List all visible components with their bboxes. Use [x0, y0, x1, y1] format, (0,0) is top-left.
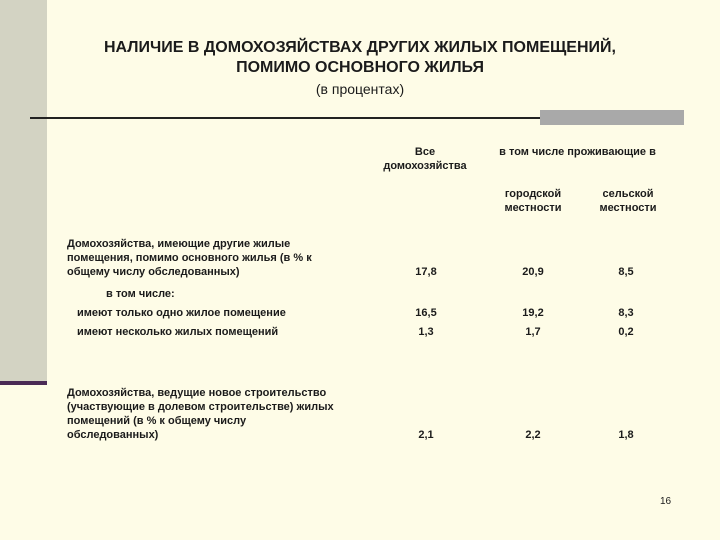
- row1-label-line2: помещения, помимо основного жилья (в % к: [67, 252, 312, 264]
- row-households-new-construction-label: [67, 386, 334, 442]
- in-that-label: в том числе:: [106, 288, 175, 300]
- row1-value-urban: 20,9: [522, 266, 544, 278]
- row4-label-line2: (участвующие в долевом строительстве) жилых: [67, 401, 334, 413]
- row2-label: имеют только одно жилое помещение: [77, 307, 286, 319]
- col-header-all-line2: домохозяйства: [383, 160, 467, 172]
- row-households-other-housing-label: [67, 237, 312, 279]
- col-header-all-line1: Все: [414, 146, 436, 158]
- page-number: 16: [660, 496, 672, 507]
- row1-value-all: 17,8: [415, 266, 437, 278]
- side-decor-bar: [0, 0, 47, 382]
- title-line-1: НАЛИЧИЕ В ДОМОХОЗЯЙСТВАХ ДРУГИХ ЖИЛЫХ ПОМЕЩЕНИЙ,: [104, 39, 616, 56]
- col-header-urban-line1: городской: [504, 188, 562, 200]
- row2-value-rural: 8,3: [618, 307, 634, 319]
- col-header-urban: [493, 187, 573, 215]
- col-header-rural-line1: сельской: [602, 188, 654, 200]
- row4-label-line3: помещений (в % к общему числу: [67, 415, 247, 427]
- side-decor-line: [0, 381, 47, 385]
- divider-accent-box: [540, 110, 684, 125]
- title-units: (в процентах): [315, 81, 405, 97]
- row1-value-rural: 8,5: [618, 266, 634, 278]
- row4-label-line1: Домохозяйства, ведущие новое строительство: [67, 387, 327, 399]
- page-title: [60, 38, 660, 78]
- row1-label-line3: общему числу обследованных): [67, 266, 240, 278]
- col-header-rural-line2: местности: [599, 202, 657, 214]
- row1-label-line1: Домохозяйства, имеющие другие жилые: [67, 238, 291, 250]
- row2-value-urban: 19,2: [522, 307, 544, 319]
- row4-label-line4: обследованных): [67, 429, 159, 441]
- col-header-all: [375, 145, 475, 173]
- title-line-2: ПОМИМО ОСНОВНОГО ЖИЛЬЯ: [236, 59, 484, 76]
- title-divider: [30, 117, 540, 119]
- row3-value-urban: 1,7: [525, 326, 541, 338]
- row3-value-rural: 0,2: [618, 326, 634, 338]
- col-header-urban-line2: местности: [504, 202, 562, 214]
- row4-value-rural: 1,8: [618, 429, 634, 441]
- row4-value-urban: 2,2: [525, 429, 541, 441]
- row4-value-all: 2,1: [418, 429, 434, 441]
- col-header-rural: [588, 187, 668, 215]
- row3-label: имеют несколько жилых помещений: [77, 326, 279, 338]
- row2-value-all: 16,5: [415, 307, 437, 319]
- row3-value-all: 1,3: [418, 326, 434, 338]
- col-group-header: в том числе проживающие в: [499, 146, 656, 158]
